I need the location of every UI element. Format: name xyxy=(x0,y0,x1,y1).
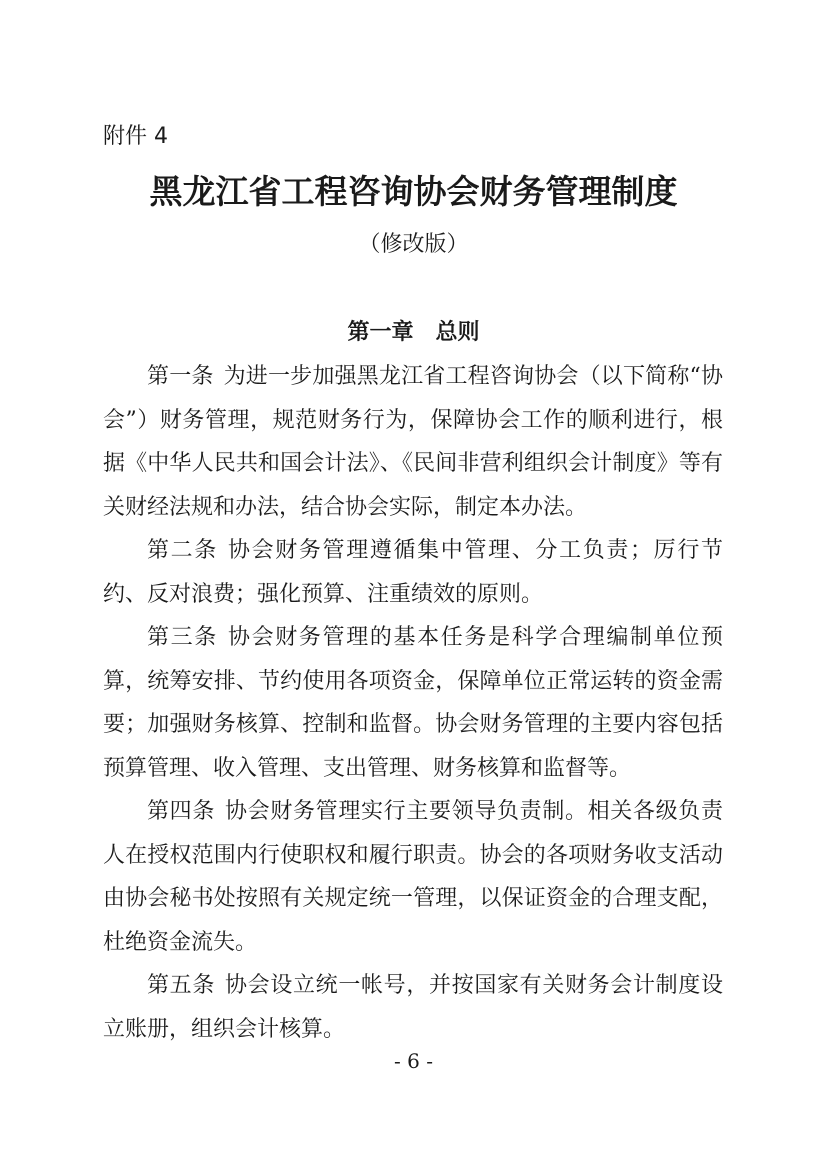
page-number: - 6 - xyxy=(394,1049,433,1073)
attachment-label: 附件 4 xyxy=(103,124,168,149)
article-label: 第四条 xyxy=(147,799,215,824)
article-text: 协会财务管理遵循集中管理、分工负责；厉行节约、反对浪费；强化预算、注重绩效的原则。 xyxy=(103,538,723,607)
document-title: 黑龙江省工程咨询协会财务管理制度 xyxy=(149,172,678,211)
article-text: 为进一步加强黑龙江省工程咨询协会（以下简称“协会”）财务管理，规范财务行为，保障协会工作的顺利进行，根据《中华人民共和国会计法》、《民间非营利组织会计制度》等有关财经法规和办法，结合协会实际，制定本办法。 xyxy=(103,364,723,520)
article-label: 第三条 xyxy=(147,625,218,650)
article-label: 第五条 xyxy=(147,973,215,998)
chapter-number: 第一章 xyxy=(347,320,414,345)
article-4 xyxy=(103,790,723,964)
chapter-name: 总则 xyxy=(435,320,480,345)
chapter-heading xyxy=(0,318,827,348)
article-text: 协会财务管理实行主要领导负责制。相关各级负责人在授权范围内行使职权和履行职责。协会的各项财务收支活动由协会秘书处按照有关规定统一管理，以保证资金的合理支配，杜绝资金流失。 xyxy=(103,799,723,955)
article-text: 协会财务管理的基本任务是科学合理编制单位预算，统筹安排、节约使用各项资金，保障单位正常运转的资金需要；加强财务核算、控制和监督。协会财务管理的主要内容包括预算管理、收入管理、支出管理、财务核算和监督等。 xyxy=(103,625,723,781)
article-3 xyxy=(103,616,723,790)
article-label: 第一条 xyxy=(147,364,214,389)
article-label: 第二条 xyxy=(147,538,218,563)
article-1 xyxy=(103,355,723,529)
document-body xyxy=(103,355,723,1051)
article-2 xyxy=(103,529,723,616)
article-text: 协会设立统一帐号，并按国家有关财务会计制度设立账册，组织会计核算。 xyxy=(103,973,723,1042)
article-5 xyxy=(103,964,723,1051)
document-subtitle: （修改版） xyxy=(358,232,469,257)
